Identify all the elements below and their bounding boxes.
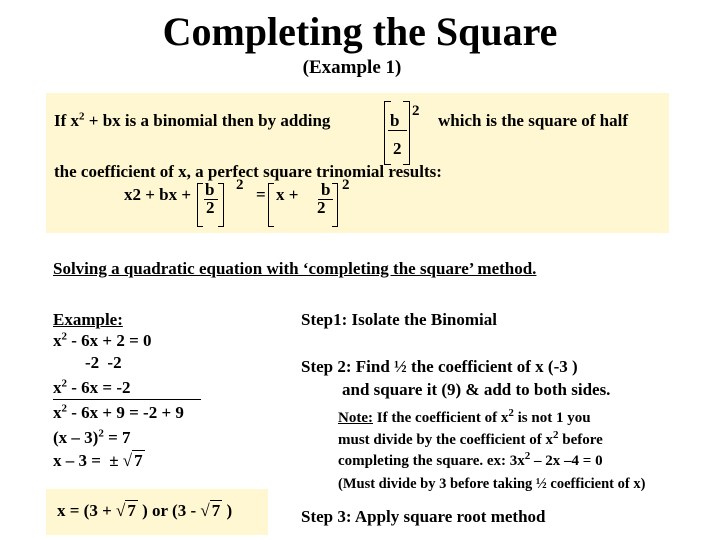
method-heading: Solving a quadratic equation with ‘completing the square’ method. (53, 259, 537, 278)
example-line-6: x – 3 = ± √ 7 (53, 451, 143, 470)
note-line-1: Note: If the coefficient of $x^2$ is not 1 you (338, 407, 591, 426)
example-line-5: (x – 3)$^2$ = 7 (53, 427, 131, 447)
example-line-2: -2 -2 (85, 353, 122, 372)
formula-right-paren-2 (332, 183, 338, 227)
fraction-denominator: 2 (393, 139, 402, 158)
page-title: Completing the Square (162, 9, 558, 54)
sqrt-symbol: √ (122, 451, 133, 470)
answer-line: x = (3 + √ 7 ) or (3 - √ 7 ) (57, 501, 233, 520)
example-line-3: $x^2 - 6x = -2$ (53, 377, 131, 397)
formula-right-paren (218, 183, 224, 227)
formula-fraction-den: 2 (206, 198, 215, 217)
step-3: Step 3: Apply square root method (301, 507, 546, 526)
page-subtitle: (Example 1) (302, 57, 402, 78)
sqrt-symbol: √ (200, 501, 210, 520)
example-label: Example: (53, 310, 123, 329)
step-2-line-2: and square it (9) & add to both sides. (342, 380, 611, 399)
note-line-4: (Must divide by 3 before taking ½ coefficient of x) (338, 476, 646, 492)
definition-line-2: the coefficient of x, a perfect square trinomial results: (54, 162, 442, 181)
definition-line-1: If $x^2$ + bx is a binomial then by adding (54, 110, 331, 130)
note-line-2: must divide by the coefficient of $x^2$ before (338, 429, 603, 448)
formula-left-paren (197, 183, 203, 227)
formula-x-plus: x + (276, 185, 299, 204)
example-line-1: $x^2 - 6x + 2 = 0$ (53, 330, 152, 350)
fraction-exponent: 2 (412, 103, 420, 119)
sqrt-symbol: √ (116, 501, 126, 520)
step-2-line-1: Step 2: Find ½ the coefficient of x (-3 ) (301, 357, 578, 376)
formula-fraction-num-2: b (321, 180, 331, 199)
example-line-4: $x^2 - 6x + 9 = -2 + 9$ (53, 402, 184, 422)
step-1: Step1: Isolate the Binomial (301, 310, 497, 329)
formula-equals: = (256, 185, 266, 204)
formula-left-paren-2 (268, 183, 274, 227)
example-underline (53, 399, 201, 400)
definition-line-1-suffix: which is the square of half (438, 111, 629, 130)
plus-minus-sign: ± (109, 451, 119, 470)
formula-fraction-den-2: 2 (317, 198, 326, 217)
formula-exponent-2: 2 (342, 177, 350, 193)
formula-exponent: 2 (236, 177, 244, 193)
formula-left: x2 + bx + (124, 185, 192, 204)
note-line-3: completing the square. ex: $3x^2 - 2x$ –4 = 0 (338, 450, 603, 469)
fraction-numerator: b (390, 111, 400, 130)
formula-fraction-num: b (205, 180, 215, 199)
right-paren (403, 101, 410, 165)
